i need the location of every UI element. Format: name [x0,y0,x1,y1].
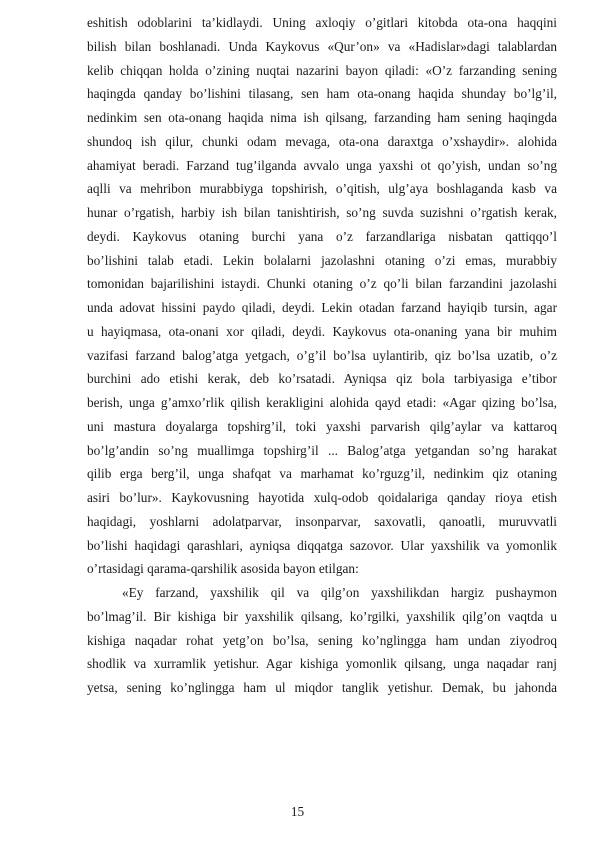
text-line: aqlli va mehribon murabbiyga topshirish, o’qitish, ulg’aya boshlaganda kasb va [87,181,557,197]
text-line: unda adovat hissini paydo qiladi, deydi. Lekin otadan farzand hayiqib tursin, agar [87,300,557,315]
text-line: bo’lg’andin so’ng muallimga topshirg’il ... Balog’atga yetgandan so’ng harakat [87,442,557,458]
text-line: uni mastura doyalarga topshirg’il, toki yaxshi parvarish qilg’aylar va kattaroq [87,418,557,434]
text-line: tomonidan bajarilishini istaydi. Chunki otaning o’z qo’li bilan farzandini jazolashi [87,276,557,292]
text-line: kelib chiqqan holda o’zining nuqtai nazarini bayon qiladi: «O’z farzanding sening [87,62,557,78]
text-line: u hayiqmasa, ota-onani xor qiladi, deydi. Kaykovus ota-onaning yana bir muhim [87,323,557,339]
text-line: o’rtasidagi qarama-qarshilik asosida bayon etilgan: [87,561,359,577]
page-number: 15 [290,804,305,819]
text-line: haqidagi, yoshlarni adolatparvar, insonparvar, saxovatli, qanoatli, muruvvatli [87,513,557,529]
text-line: berish, unga g’amxo’rlik qilish kerakligini alohida qayd etadi: «Agar qizing bo’lsa, [87,395,557,410]
text-line: bo’lmag’il. Bir kishiga bir yaxshilik qilsang, ko’rgilki, yaxshilik qilg’on vaqtda u [87,608,557,624]
document-body [87,11,557,700]
text-line: kishiga naqadar rohat yetg’on bo’lsa, sening ko’nglingga ham undan ziyodroq [87,632,557,648]
text-line: nedinkim sen ota-onang haqida nima ish qilsang, farzanding ham sening haqingda [87,110,557,125]
text-line: hunar o’rgatish, harbiy ish bilan tanishtirish, so’ng suvda suzishni o’rgatish kerak, [87,205,557,220]
quote-first-line: «Ey farzand, yaxshilik qil va qilg’on yaxshilikdan hargiz pushaymon [122,585,557,600]
text-line: shodlik va xurramlik yetishur. Agar kishiga yomonlik qilsang, unga naqadar ranj [87,656,557,672]
text-line: bilish bilan boshlanadi. Unda Kaykovus «Qur’on» va «Hadislar»dagi talablardan [87,38,557,54]
text-line: burchini ado etishi kerak, deb ko’rsatadi. Ayniqsa qiz bola tarbiyasiga e’tibor [87,371,557,387]
text-line: eshitish odoblarini ta’kidlaydi. Uning axloqiy o’gitlari kitobda ota-ona haqqini [87,15,557,30]
text-line: vazifasi farzand balog’atga yetgach, o’g’il bo’lsa uylantirib, qiz bo’lsa uzatib, o’z [87,347,557,363]
text-line: deydi. Kaykovus otaning burchi yana o’z farzandlariga nisbatan qattiqqo’l [87,228,557,244]
text-line: asiri bo’lur». Kaykovusning hayotida xulq-odob qoidalariga qanday rioya etish [87,490,557,505]
text-line: shundoq ish qilur, chunki odam mevaga, ota-ona daraxtga o’xshaydir». alohida [87,133,557,149]
text-line: bo’lishi haqidagi qarashlari, ayniqsa diqqatga sazovor. Ular yaxshilik va yomonlik [87,537,557,553]
text-line: yetsa, sening ko’nglingga ham ul miqdor tanglik yetishur. Demak, bu jahonda [87,680,557,695]
text-line: ahamiyat beradi. Farzand tug’ilganda avvalo unga yaxshi ot qo’yish, undan so’ng [87,157,557,173]
text-line: bo’lishini talab etadi. Lekin bolalarni jazolashni otaning o’zi emas, murabbiy [87,252,557,268]
text-line: haqingda qanday bo’lishini tilasang, sen ham ota-onang haqida shunday bo’lg’il, [87,86,557,102]
text-line: qilib erga berg’il, unga shafqat va marhamat ko’rguzg’il, nedinkim qiz otaning [87,466,557,482]
